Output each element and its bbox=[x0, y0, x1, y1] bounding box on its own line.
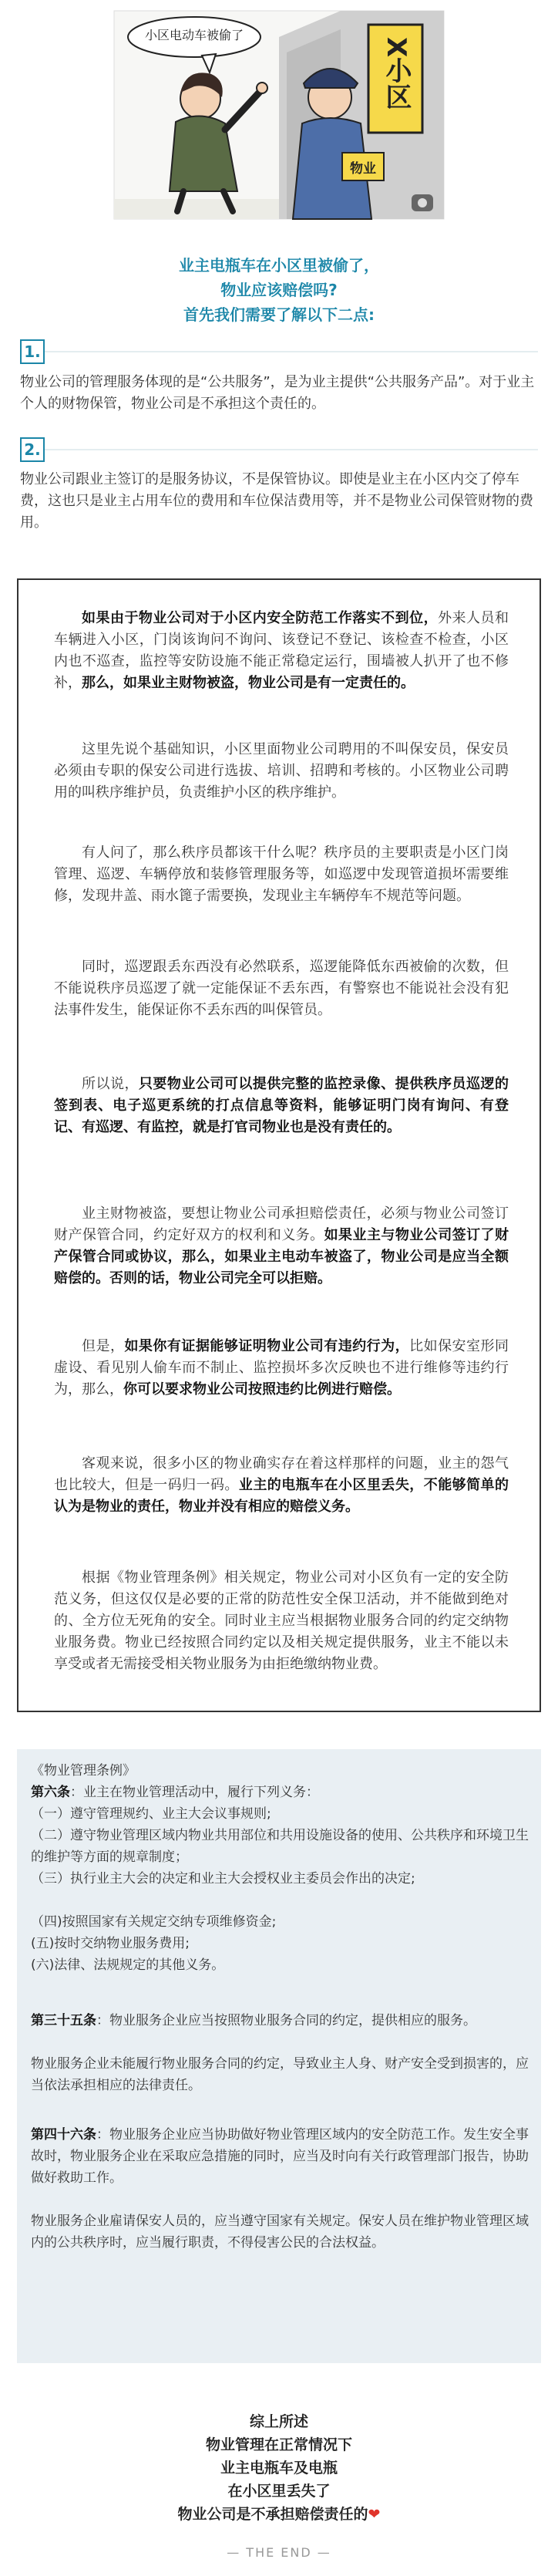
armband-text: 物业 bbox=[350, 161, 376, 177]
paragraph-5 bbox=[54, 1074, 509, 1138]
article-6-item-2: （二）遵守物业管理区域内物业共用部位和共用设施设备的使用、公共秩序和环境卫生的维护等方面的规章制度； bbox=[31, 1828, 529, 1865]
paragraph-6-text: 业主财物被盗，要想让物业公司承担赔偿责任，必须与物业公司签订财产保管合同，约定好双方的权利和义务。 bbox=[54, 1205, 509, 1243]
regulation-title: 《物业管理条例》 bbox=[31, 1763, 136, 1779]
paragraph-3: 有人问了，那么秩序员都该干什么呢？秩序员的主要职责是小区门岗管理、巡逻、车辆停放和装修管理服务等，如巡逻中发现管道损坏需要维修，发现井盖、雨水篦子需要换，发现业主车辆停车不规范等问题。 bbox=[54, 845, 509, 904]
summary-line-2: 物业管理在正常情况下 bbox=[205, 2436, 352, 2453]
paragraph-6-bold: 如果业主与物业公司签订了财产保管合同或协议，那么，如果业主电动车被盗了，物业公司是应当全额赔偿的。否则的话，物业公司完全可以拒赔。 bbox=[54, 1227, 509, 1286]
point-1-text: 物业公司的管理服务体现的是“公共服务”，是为业主提供“公共服务产品”。对于业主个人的财物保管，物业公司是不承担这个责任的。 bbox=[20, 374, 535, 412]
article-6-text: ：业主在物业管理活动中，履行下列义务： bbox=[70, 1785, 319, 1800]
regulation-box bbox=[17, 1749, 541, 2363]
paragraph-7-text-b: 比如保安室形同虚设、看见别人偷车而不制止、监控损坏多次反映也不进行维修等违约行为，那么， bbox=[54, 1338, 509, 1398]
point-1-number: 1. bbox=[20, 339, 45, 364]
paragraph-5-text: 所以说， bbox=[82, 1076, 139, 1092]
paragraph-2: 这里先说个基础知识，小区里面物业公司聘用的不叫保安员，保安员必须由专职的保安公司进行选拔、培训、招聘和考核的。小区物业公司聘用的叫秩序维护员，负责维护小区的秩序维护。 bbox=[54, 741, 509, 801]
divider-2 bbox=[20, 449, 538, 450]
article-35 bbox=[31, 2010, 540, 2031]
paragraph-1-bold-b: 那么，如果业主财物被盗，物业公司是有一定责任的。 bbox=[82, 675, 415, 691]
paragraph-7 bbox=[54, 1336, 509, 1401]
article-6-label: 第六条 bbox=[31, 1785, 70, 1800]
paragraph-8 bbox=[54, 1453, 509, 1518]
article-6-item-6: (六)法律、法规规定的其他义务。 bbox=[31, 1957, 225, 1973]
the-end-footer: — THE END — bbox=[227, 2545, 331, 2560]
article-46-label: 第四十六条 bbox=[31, 2127, 96, 2143]
intro-heading bbox=[0, 253, 558, 327]
paragraph-7-bold-b: 你可以要求物业公司按照违约比例进行赔偿。 bbox=[123, 1381, 401, 1398]
summary-line-5 bbox=[0, 2504, 558, 2525]
article-6-item-5: (五)按时交纳物业服务费用; bbox=[31, 1936, 190, 1951]
paragraph-8-text: 客观来说，很多小区的物业确实存在着这样那样的问题，业主的怨气也比较大，但是一码归一码。 bbox=[54, 1455, 509, 1493]
speech-bubble-text: 小区电动车被偷了 bbox=[144, 28, 244, 42]
summary-line-3: 业主电瓶车及电瓶 bbox=[220, 2460, 338, 2477]
paragraph-5-bold: 只要物业公司可以提供完整的监控录像、提供秩序员巡逻的签到表、电子巡更系统的打点信息等资料，能够证明门岗有询问、有登记、有巡逻、有监控，就是打官司物业也是没有责任的。 bbox=[54, 1076, 509, 1135]
article-6-item-1: （一）遵守管理规约、业主大会议事规则; bbox=[31, 1806, 271, 1822]
paragraph-1 bbox=[54, 608, 509, 694]
paragraph-7-text-a: 但是， bbox=[82, 1338, 125, 1354]
article-35-label: 第三十五条 bbox=[31, 2013, 96, 2028]
article-6-item-3: （三）执行业主大会的决定和业主大会授权业主委员会作出的决定; bbox=[31, 1871, 415, 1886]
point-2-text: 物业公司跟业主签订的是服务协议，不是保管协议。即使是业主在小区内交了停车费，这也只是业主占用车位的费用和车位保洁费用等，并不是物业公司保管财物的费用。 bbox=[20, 471, 533, 531]
intro-line-1: 业主电瓶车在小区里被偷了， bbox=[179, 256, 379, 275]
summary-line-4: 在小区里丢失了 bbox=[227, 2483, 331, 2500]
divider-1 bbox=[20, 351, 538, 352]
article-46-text: ：物业服务企业应当协助做好物业管理区域内的安全防范工作。发生安全事故时，物业服务企业在采取应急措施的同时，应当及时向有关行政管理部门报告，协助做好救助工作。 bbox=[31, 2127, 529, 2186]
article-46-text-2: 物业服务企业雇请保安人员的，应当遵守国家有关规定。保安人员在维护物业管理区域内的公共秩序时，应当履行职责，不得侵害公民的合法权益。 bbox=[31, 2214, 529, 2251]
article-46 bbox=[31, 2124, 540, 2189]
sign-text: X小区 bbox=[381, 37, 412, 110]
article-35-text-2: 物业服务企业未能履行物业服务合同的约定，导致业主人身、财产安全受到损害的，应当依法承担相应的法律责任。 bbox=[31, 2056, 529, 2093]
paragraph-9: 根据《物业管理条例》相关规定，物业公司对小区负有一定的安全防范义务，但这仅仅是必要的正常的防范性安全保卫活动，并不能做到绝对的、全方位无死角的安全。同时业主应当根据物业服务合同的约定交纳物业服务费。物业已经按照合同约定以及相关规定提供服务，业主不能以未享受或者无需接受相关物业服务为由拒绝缴纳物业费。 bbox=[54, 1570, 509, 1672]
paragraph-6 bbox=[54, 1203, 509, 1290]
paragraph-8-bold: 业主的电瓶车在小区里丢失，不能够简单的认为是物业的责任，物业并没有相应的赔偿义务。 bbox=[54, 1477, 509, 1515]
article-6 bbox=[31, 1782, 540, 1803]
summary-line-5-text: 物业公司是不承担赔偿责任的 bbox=[177, 2506, 368, 2523]
paragraph-1-text: 外来人员和车辆进入小区，门岗该询问不询问、该登记不登记、该检查不检查，小区内也不巡查，监控等安防设施不能正常稳定运行，围墙被人扒开了也不修补， bbox=[54, 610, 509, 691]
paragraph-7-bold-a: 如果你有证据能够证明物业公司有违约行为， bbox=[124, 1338, 410, 1354]
paragraph-4: 同时，巡逻跟丢东西没有必然联系，巡逻能降低东西被偷的次数，但不能说秩序员巡逻了就一定能保证不丢东西，有警察也不能说社会没有犯法事件发生，能保证你不丢东西的叫保管员。 bbox=[54, 959, 509, 1018]
heart-icon: ❤ bbox=[368, 2506, 381, 2523]
intro-line-3: 首先我们需要了解以下二点: bbox=[183, 305, 375, 324]
paragraph-1-bold-a: 如果由于物业公司对于小区内安全防范工作落实不到位， bbox=[82, 610, 439, 626]
point-2-number: 2. bbox=[20, 437, 45, 462]
hero-illustration bbox=[109, 6, 449, 224]
article-6-item-4: （四)按照国家有关规定交纳专项维修资金; bbox=[31, 1914, 277, 1930]
summary-line-1: 综上所述 bbox=[249, 2413, 308, 2430]
intro-line-2: 物业应该赔偿吗? bbox=[220, 281, 338, 299]
article-35-text: ：物业服务企业应当按照物业服务合同的约定，提供相应的服务。 bbox=[96, 2013, 476, 2028]
